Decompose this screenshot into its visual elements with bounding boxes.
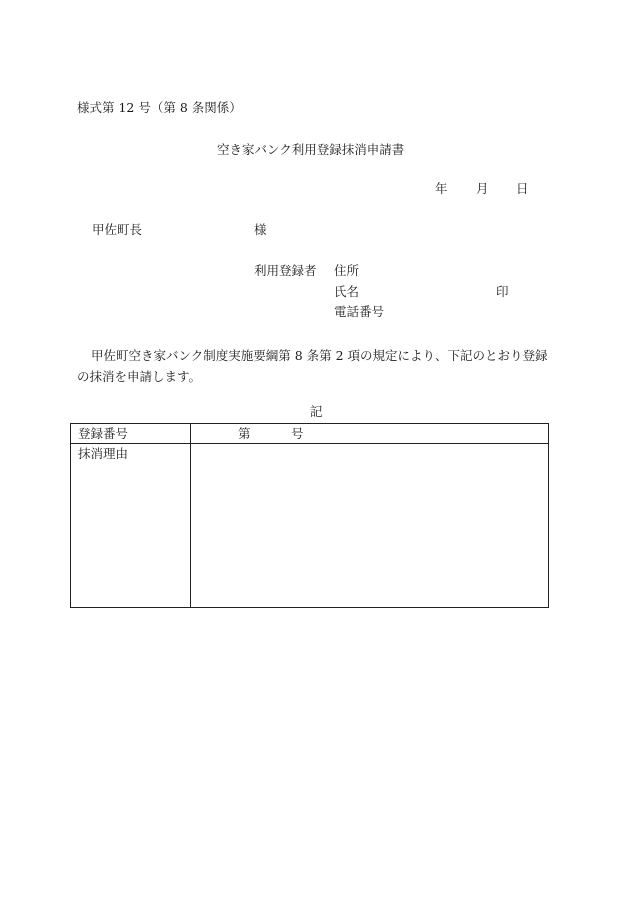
addressee-name: 甲佐町長 bbox=[92, 222, 143, 237]
form-number: 様式第 12 号（第 8 条関係） bbox=[77, 100, 242, 115]
ki-heading: 記 bbox=[310, 404, 323, 419]
applicant-label: 利用登録者 bbox=[254, 263, 317, 278]
date-day-label: 日 bbox=[516, 181, 529, 196]
request-body-text: 甲佐町空き家バンク制度実施要綱第 8 条第 2 項の規定により、下記のとおり登録の抹消を申請します。 bbox=[77, 348, 548, 384]
record-table bbox=[70, 423, 549, 608]
address-label: 住所 bbox=[334, 263, 360, 278]
name-label: 氏名 bbox=[334, 284, 360, 299]
table-column-divider bbox=[190, 424, 191, 607]
registration-number-suffix: 号 bbox=[291, 426, 304, 441]
table-row-divider bbox=[71, 443, 548, 444]
cancellation-reason-label: 抹消理由 bbox=[78, 446, 129, 461]
addressee-honorific: 様 bbox=[254, 222, 267, 237]
phone-label: 電話番号 bbox=[334, 304, 385, 319]
registration-number-prefix: 第 bbox=[238, 426, 251, 441]
date-year-label: 年 bbox=[435, 181, 448, 196]
seal-label: 印 bbox=[496, 284, 509, 299]
registration-number-label: 登録番号 bbox=[78, 426, 129, 441]
date-month-label: 月 bbox=[476, 181, 489, 196]
document-title: 空き家バンク利用登録抹消申請書 bbox=[217, 142, 405, 157]
